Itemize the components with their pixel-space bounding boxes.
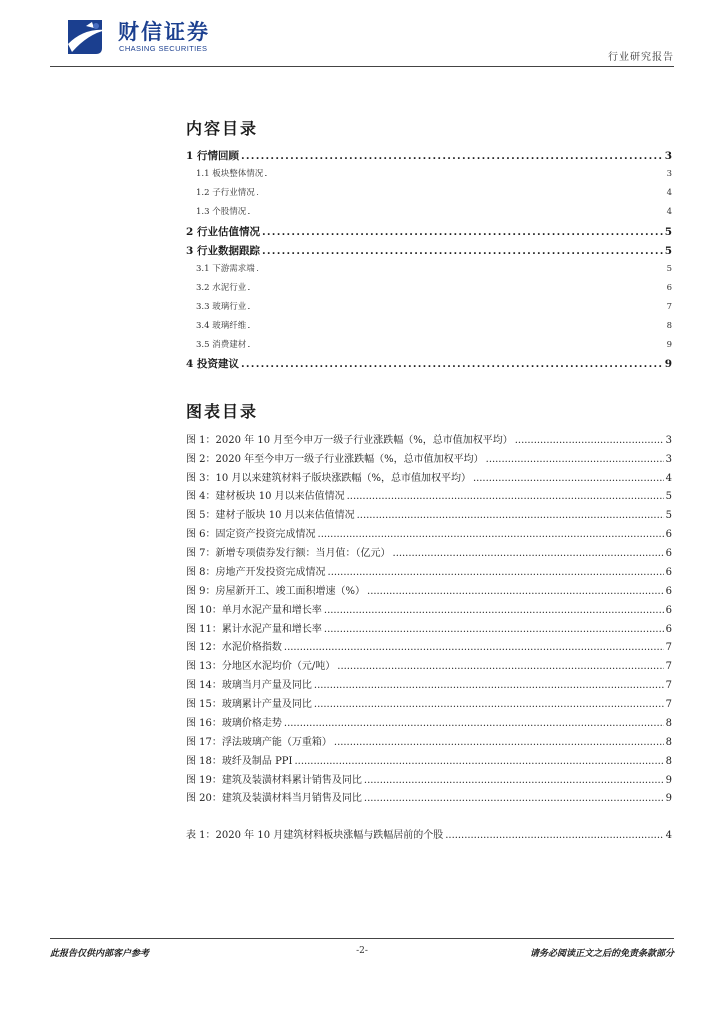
toc-item[interactable]: 2 行业估值情况 . . . 5 [186, 224, 672, 240]
toc-item[interactable]: 3.2 水泥行业 . . . 6 [196, 281, 672, 297]
footer-disclaimer: 此报告仅供内部客户参考 [50, 949, 150, 959]
figure-item[interactable]: 图 10：单月水泥产量和增长率 . . . 6 [186, 601, 672, 617]
toc-item[interactable]: 3.4 玻璃纤维 . . . 8 [196, 319, 672, 335]
figure-item[interactable]: 图 1：2020 年 10 月至今申万一级子行业涨跌幅（%，总市值加权平均） . . . 3 [186, 431, 672, 447]
figure-item[interactable]: 图 14：玻璃当月产量及同比 . . . 7 [186, 676, 672, 692]
figure-item[interactable]: 图 6：固定资产投资完成情况 . . . 6 [186, 525, 672, 541]
toc-item[interactable]: 1 行情回顾 . . . 3 [186, 148, 672, 164]
figure-item[interactable]: 图 2：2020 年至今申万一级子行业涨跌幅（%，总市值加权平均） . . . 3 [186, 450, 672, 466]
brand-name-cn: 财信证券 [118, 20, 210, 44]
page-number: -2- [356, 946, 368, 956]
figure-item[interactable]: 图 12：水泥价格指数 . . . 7 [186, 638, 672, 654]
figure-list-title: 图表目录 [186, 402, 259, 421]
figure-item[interactable]: 图 15：玻璃累计产量及同比 . . . 7 [186, 695, 672, 711]
figure-item[interactable]: 图 7：新增专项债券发行额：当月值：（亿元） . . . 6 [186, 544, 672, 560]
header-divider [50, 66, 674, 67]
toc-item[interactable]: 1.1 板块整体情况 . . . 3 [196, 167, 672, 183]
toc-item[interactable]: 4 投资建议 . . . 9 [186, 356, 672, 372]
toc-item[interactable]: 3 行业数据跟踪 . . . 5 [186, 243, 672, 259]
toc-item[interactable]: 3.1 下游需求端 . . . 5 [196, 262, 672, 278]
table-item[interactable]: 表 1：2020 年 10 月建筑材料板块涨幅与跌幅居前的个股 . . . 4 [186, 826, 672, 842]
figure-item[interactable]: 图 8：房地产开发投资完成情况 . . . 6 [186, 563, 672, 579]
figure-item[interactable]: 图 17：浮法玻璃产能（万重箱） . . . 8 [186, 733, 672, 749]
figure-item[interactable]: 图 19：建筑及装潢材料累计销售及同比 . . . 9 [186, 771, 672, 787]
company-logo [62, 14, 262, 60]
figure-item[interactable]: 图 20：建筑及装潢材料当月销售及同比 . . . 9 [186, 789, 672, 805]
toc-item[interactable]: 1.3 个股情况 . . . 4 [196, 205, 672, 221]
toc-item[interactable]: 1.2 子行业情况 . . . 4 [196, 186, 672, 202]
page-header [50, 10, 674, 68]
figure-item[interactable]: 图 5：建材子版块 10 月以来估值情况 . . . 5 [186, 506, 672, 522]
figure-item[interactable]: 图 9：房屋新开工、竣工面积增速（%） . . . 6 [186, 582, 672, 598]
figure-item[interactable]: 图 3：10 月以来建筑材料子版块涨跌幅（%，总市值加权平均） . . . 4 [186, 469, 672, 485]
figure-item[interactable]: 图 13：分地区水泥均价（元/吨） . . . 7 [186, 657, 672, 673]
figure-item[interactable]: 图 18：玻纤及制品 PPI . . . 8 [186, 752, 672, 768]
chasing-logo-icon [62, 14, 108, 58]
brand-name-en: CHASING SECURITIES [119, 44, 208, 53]
figure-item[interactable]: 图 16：玻璃价格走势 . . . 8 [186, 714, 672, 730]
figure-item[interactable]: 图 11：累计水泥产量和增长率 . . . 6 [186, 620, 672, 636]
document-type: 行业研究报告 [608, 52, 674, 63]
toc-title: 内容目录 [186, 119, 259, 138]
toc-item[interactable]: 3.3 玻璃行业 . . . 7 [196, 300, 672, 316]
footer-notice: 请务必阅读正文之后的免责条款部分 [529, 949, 674, 959]
footer-divider [50, 938, 674, 939]
toc-item[interactable]: 3.5 消费建材 . . . 9 [196, 338, 672, 354]
figure-item[interactable]: 图 4：建材板块 10 月以来估值情况 . . . 5 [186, 487, 672, 503]
